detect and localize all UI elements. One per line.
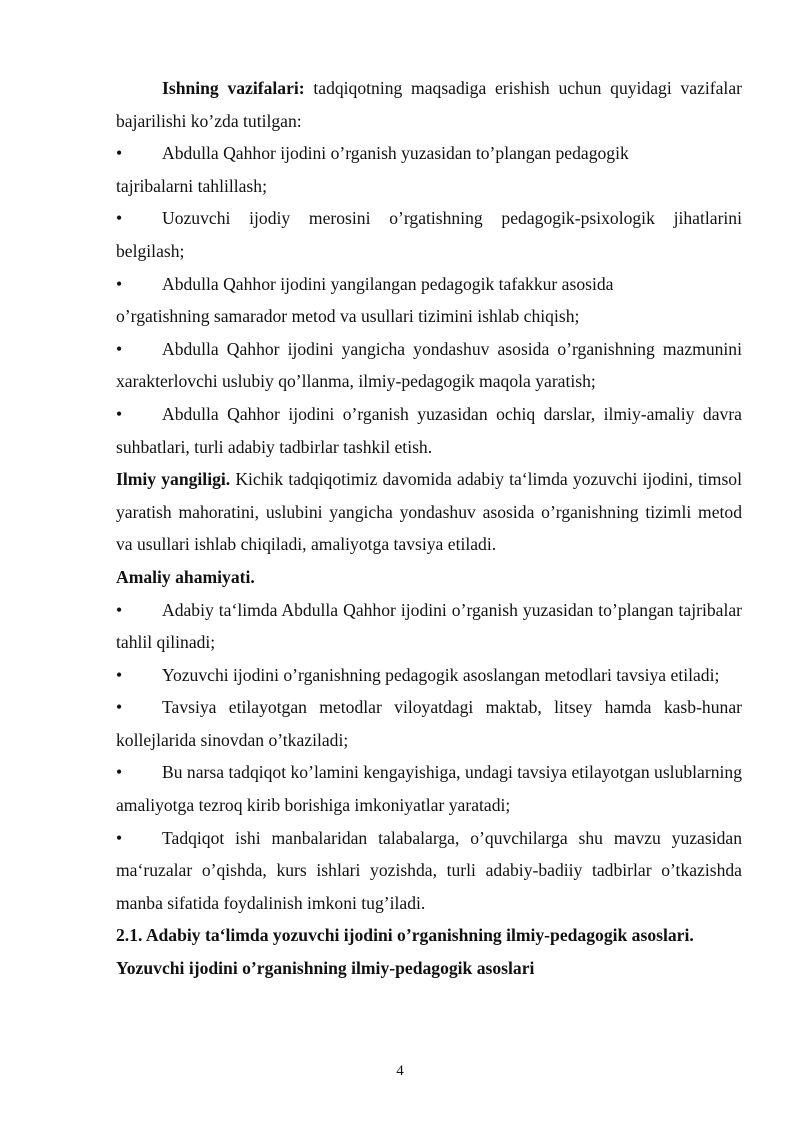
objectives-item-1 xyxy=(116,137,742,170)
bullet-mark: • xyxy=(116,273,123,294)
practical-heading-paragraph xyxy=(116,561,742,594)
practical-item-text: Bu narsa tadqiqot ko’lamini kengayishiga, undagi tavsiya etilayotgan uslublarning amaliyotga tezroq kirib borishiga imkoniyatlar yaratadi; xyxy=(116,762,742,816)
bullet-mark: • xyxy=(116,664,123,685)
bullet-mark: • xyxy=(116,827,123,848)
objectives-item-text: Abdulla Qahhor ijodini o’rganish yuzasidan to’plangan pedagogik xyxy=(162,143,629,164)
practical-item-text: Adabiy ta‘limda Abdulla Qahhor ijodini o’rganish yuzasidan to’plangan tajribalar tahlil qilinadi; xyxy=(116,599,742,653)
bullet-mark: • xyxy=(116,208,123,229)
objectives-heading: Ishning vazifalari: xyxy=(162,78,305,98)
section-title-line-2: Yozuvchi ijodini o’rganishning ilmiy-pedagogik asoslari xyxy=(116,958,535,979)
objectives-item-2 xyxy=(116,202,742,267)
novelty-text: Kichik tadqiqotimiz davomida adabiy ta‘limda yozuvchi ijodini, timsol yaratish mahoratini, uslubini yangicha yondashuv asosida o’rganishning tizimli metod va usullari ishlab chiqiladi, amaliyotga tavsiya etiladi. xyxy=(116,469,742,555)
bullet-mark: • xyxy=(116,338,123,359)
practical-item-text: Tadqiqot ishi manbalaridan talabalarga, o’quvchilarga shu mavzu yuzasidan ma‘ruzalar o’qishda, kurs ishlari yozishda, turli adabiy-badiiy tadbirlar o’tkazishda manba sifatida foydalinish imkoni tug’iladi. xyxy=(116,827,742,913)
objectives-item-text: Abdulla Qahhor ijodini yangicha yondashuv asosida o’rganishning mazmunini xarakterlovchi uslubiy qo’llanma, ilmiy-pedagogik maqola yaratish; xyxy=(116,338,742,392)
practical-heading: Amaliy ahamiyati. xyxy=(116,566,255,587)
practical-item-4 xyxy=(116,756,742,821)
practical-item-text: Tavsiya etilayotgan metodlar viloyatdagi maktab, litsey hamda kasb-hunar kollejlarida sinovdan o’tkaziladi; xyxy=(116,697,742,750)
practical-item-text: Yozuvchi ijodini o’rganishning pedagogik asoslangan metodlari tavsiya etiladi; xyxy=(162,664,720,685)
bullet-mark: • xyxy=(116,762,123,783)
objectives-intro: tadqiqotning maqsadiga erishish uchun quyidagi vazifalar bajarilishi ko’zda tutilgan: xyxy=(116,78,742,131)
objectives-item-3 xyxy=(116,268,742,301)
objectives-paragraph xyxy=(116,72,742,137)
practical-item-5 xyxy=(116,822,742,920)
page-number: 4 xyxy=(396,1063,404,1079)
objectives-item-1-continuation xyxy=(116,170,742,203)
objectives-item-4 xyxy=(116,333,742,398)
objectives-item-text: tajribalarni tahlillash; xyxy=(116,175,267,196)
section-title-line-1: 2.1. Adabiy ta‘limda yozuvchi ijodini o’rganishning ilmiy-pedagogik asoslari. xyxy=(116,925,694,946)
section-title xyxy=(116,919,742,952)
practical-item-3 xyxy=(116,691,742,756)
novelty-paragraph xyxy=(116,463,742,561)
bullet-mark: • xyxy=(116,599,123,620)
objectives-item-5 xyxy=(116,398,742,463)
bullet-mark: • xyxy=(116,403,123,424)
novelty-heading: Ilmiy yangiligi. xyxy=(116,469,231,490)
section-subtitle xyxy=(116,952,742,985)
objectives-item-text: Uozuvchi ijodiy merosini o’rgatishning pedagogik-psixologik jihatlarini belgilash; xyxy=(116,208,742,261)
bullet-mark: • xyxy=(116,697,123,718)
practical-item-1 xyxy=(116,594,742,659)
bullet-mark: • xyxy=(116,143,123,164)
objectives-item-text: Abdulla Qahhor ijodini o’rganish yuzasidan ochiq darslar, ilmiy-amaliy davra suhbatlari, turli adabiy tadbirlar tashkil etish. xyxy=(116,403,742,457)
page-content xyxy=(116,72,742,985)
objectives-item-3-continuation xyxy=(116,300,742,333)
objectives-item-text: o’rgatishning samarador metod va usullari tizimini ishlab chiqish; xyxy=(116,306,580,327)
objectives-item-text: Abdulla Qahhor ijodini yangilangan pedagogik tafakkur asosida xyxy=(162,273,614,294)
practical-item-2 xyxy=(116,659,742,692)
